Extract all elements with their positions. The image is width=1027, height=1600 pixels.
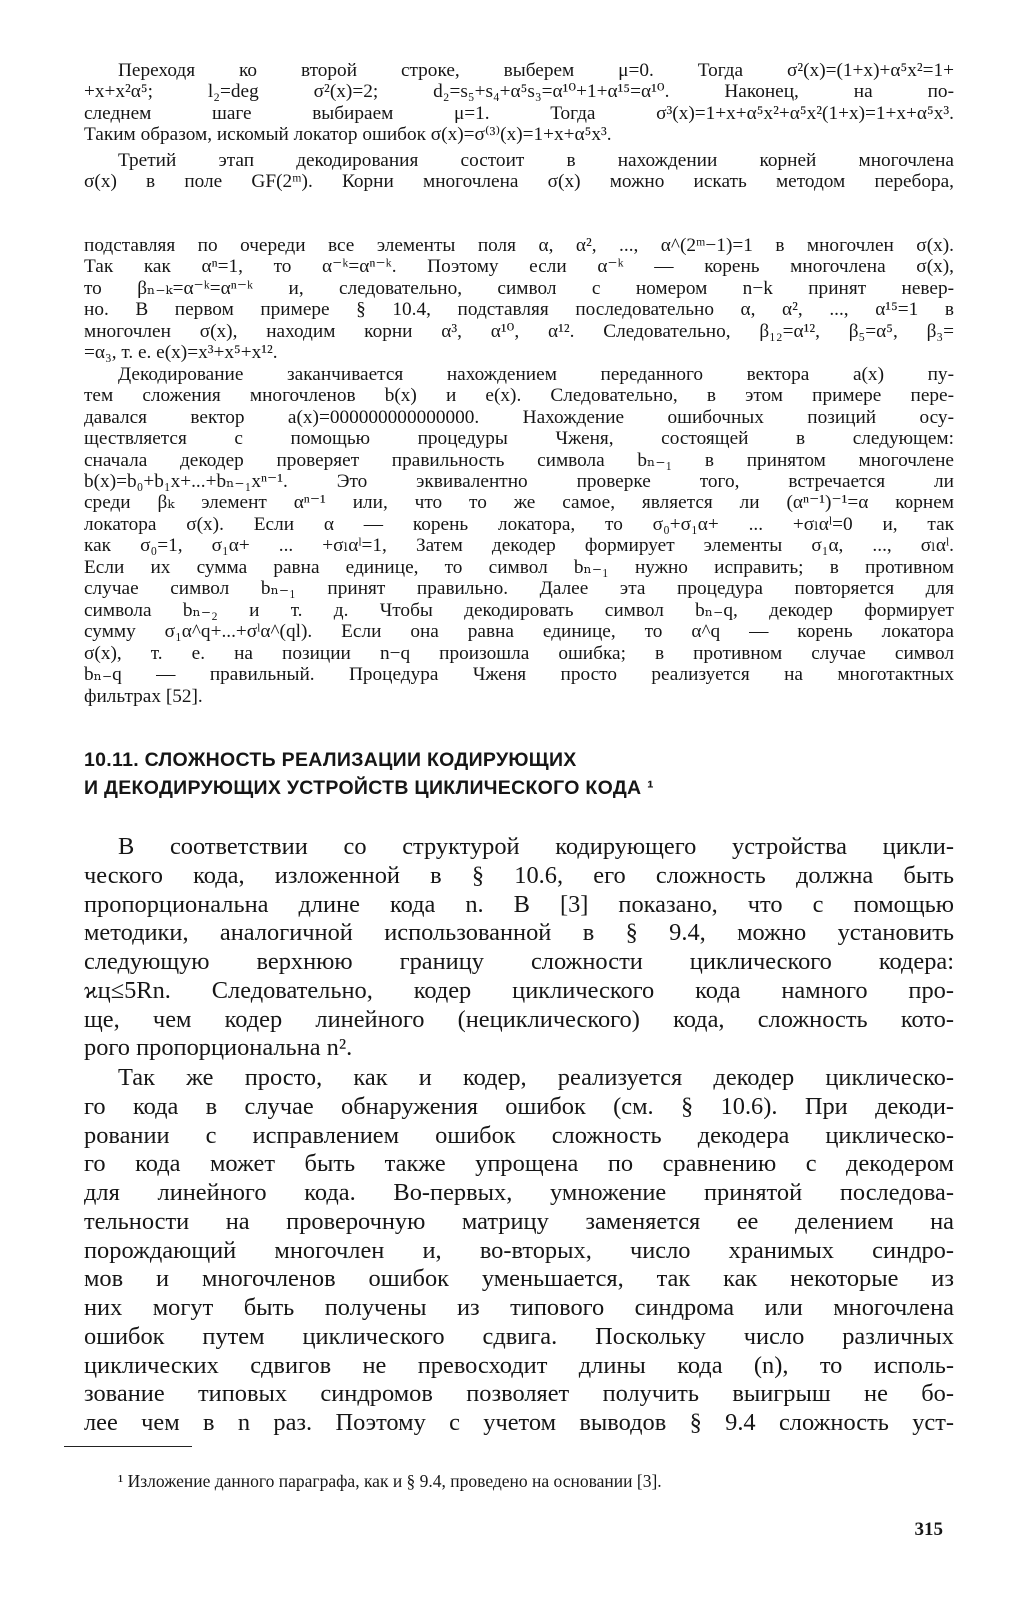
text-line: го кода может быть также упрощена по сравнению с декодером (84, 1150, 954, 1178)
text-line: Третий этап декодирования состоит в нахождении корней многочлена (118, 150, 954, 171)
text-line: ществляется с помощью процедуры Чженя, состоящей в следующем: (84, 428, 954, 450)
text-line: то βₙ₋ₖ=α⁻ᵏ=αⁿ⁻ᵏ и, следовательно, символ с номером n−k принят невер- (84, 277, 954, 299)
text-line: среди βₖ элемент αⁿ⁻¹ или, что то же самое, является ли (αⁿ⁻¹)⁻¹=α корнем (84, 492, 954, 514)
page-number: 315 (914, 1519, 943, 1540)
text-line: пропорциональна длине кода n. В [3] показано, что с помощью (84, 890, 954, 918)
paragraph-third-stage (84, 150, 954, 193)
text-line: bₙ₋q — правильный. Процедура Чженя просто реализуется на многотактных (84, 664, 954, 686)
text-line: тем сложения многочленов b(x) и e(x). Следовательно, в этом примере пере- (84, 385, 954, 407)
text-line: σ(x), т. е. на позиции n−q произошла ошибка; в противном случае символ (84, 642, 954, 664)
text-line: для линейного кода. Во-первых, умножение принятой последова- (84, 1179, 954, 1206)
footnote-text: ¹ Изложение данного параграфа, как и § 9.4, проведено на основании [3]. (118, 1471, 662, 1491)
paragraph-encoder-complexity (84, 833, 954, 1063)
text-line: методики, аналогичной использованной в § 9.4, можно установить (84, 919, 954, 947)
text-line: них могут быть получены из типового синдрома или многочлена (84, 1294, 954, 1321)
text-line: =α₃, т. е. e(x)=x³+x⁵+x¹². (84, 342, 278, 364)
text-line: следующую верхнюю границу сложности циклического кодера: (84, 948, 954, 975)
text-line: ровании с исправлением ошибок сложность декодера циклическо- (84, 1121, 954, 1149)
footnote-divider (64, 1446, 192, 1447)
text-line: порождающий многочлен и, во-вторых, число хранимых синдро- (84, 1236, 954, 1264)
text-line: следнем шаге выбираем μ=1. Тогда σ³(x)=1+x+α⁵x²+α⁵x²(1+x)=1+x+α⁵x³. (84, 102, 954, 124)
text-line: Таким образом, искомый локатор ошибок σ(x)=σ⁽³⁾(x)=1+x+α⁵x³. (84, 124, 612, 146)
text-line: локатора σ(x). Если α — корень локатора, то σ₀+σ₁α+ ... +σₗαˡ=0 и, так (84, 513, 954, 535)
section-heading (84, 746, 954, 802)
text-line: фильтрах [52]. (84, 685, 203, 707)
text-line: В соответствии со структурой кодирующего устройства цикли- (118, 833, 954, 860)
paragraph-decoder-complexity (84, 1064, 954, 1438)
text-line: зование типовых синдромов позволяет получить выигрыш не бо- (84, 1380, 954, 1408)
heading-line: 10.11. СЛОЖНОСТЬ РЕАЛИЗАЦИИ КОДИРУЮЩИХ (84, 749, 577, 771)
footnote (84, 1470, 954, 1492)
text-line: Если их сумма равна единице, то символ bₙ₋₁ нужно исправить; в противном (84, 556, 954, 578)
text-line: b(x)=b₀+b₁x+...+bₙ₋₁xⁿ⁻¹. Это эквивалентно проверке того, встречается ли (84, 470, 954, 492)
text-line: многочлен σ(x), находим корни α³, α¹⁰, α¹². Следовательно, β₁₂=α¹², β₅=α⁵, β₃= (84, 320, 954, 342)
text-line: но. В первом примере § 10.4, подставляя последовательно α, α², ..., α¹⁵=1 в (84, 299, 954, 321)
text-line: подставляя по очереди все элементы поля α, α², ..., α^(2ᵐ−1)=1 в многочлен σ(x). (84, 235, 954, 256)
text-line: го кода в случае обнаружения ошибок (см. § 10.6). При декоди- (84, 1092, 954, 1120)
text-line: символа bₙ₋₂ и т. д. Чтобы декодировать символ bₙ₋q, декодер формирует (84, 599, 954, 621)
text-line: ϰц≤5Rn. Следовательно, кодер циклического кода намного про- (84, 976, 954, 1004)
text-line: ошибок путем циклического сдвига. Поскольку число различных (84, 1322, 954, 1350)
text-line: сумму σ₁α^q+...+σˡα^(ql). Если она равна единице, то α^q — корень локатора (84, 621, 954, 643)
text-line: давался вектор a(x)=000000000000000. Нахождение ошибочных позиций осу- (84, 406, 954, 428)
text-line: ческого кода, изложенной в § 10.6, его сложность должна быть (84, 861, 954, 889)
paragraph-locator-result (84, 60, 954, 146)
text-line: сначала декодер проверяет правильность символа bₙ₋₁ в принятом многочлене (84, 449, 954, 471)
text-line: случае символ bₙ₋₁ принят правильно. Далее эта процедура повторяется для (84, 578, 954, 600)
paragraph-root-search (84, 235, 954, 707)
text-line: +x+x²α⁵; l₂=deg σ²(x)=2; d₂=s₅+s₄+α⁵s₃=α¹⁰+1+α¹⁵=α¹⁰. Наконец, на по- (84, 81, 954, 103)
text-line: ще, чем кодер линейного (нециклического) кода, сложность кото- (84, 1005, 954, 1033)
text-line: тельности на проверочную матрицу заменяется ее делением на (84, 1207, 954, 1235)
text-line: Так как αⁿ=1, то α⁻ᵏ=αⁿ⁻ᵏ. Поэтому если α⁻ᵏ — корень многочлена σ(x), (84, 256, 954, 278)
text-line: Декодирование заканчивается нахождением переданного вектора a(x) пу- (118, 363, 954, 385)
text-line: лее чем в n раз. Поэтому с учетом выводов § 9.4 сложность уст- (84, 1409, 954, 1436)
text-line: рого пропорциональна n². (84, 1034, 353, 1062)
text-line: σ(x) в поле GF(2ᵐ). Корни многочлена σ(x) можно искать методом перебора, (84, 171, 954, 193)
text-line: Так же просто, как и кодер, реализуется декодер циклическо- (118, 1064, 954, 1091)
text-line: мов и многочленов ошибок уменьшается, так как некоторые из (84, 1265, 954, 1293)
text-line: Переходя ко второй строке, выберем μ=0. Тогда σ²(x)=(1+x)+α⁵x²=1+ (118, 60, 954, 81)
text-line: циклических сдвигов не превосходит длины кода (n), то исполь- (84, 1351, 954, 1379)
text-line: как σ₀=1, σ₁α+ ... +σₗαˡ=1, Затем декодер формирует элементы σ₁α, ..., σₗαˡ. (84, 535, 954, 557)
heading-line: И ДЕКОДИРУЮЩИХ УСТРОЙСТВ ЦИКЛИЧЕСКОГО КОДА ¹ (84, 777, 654, 799)
